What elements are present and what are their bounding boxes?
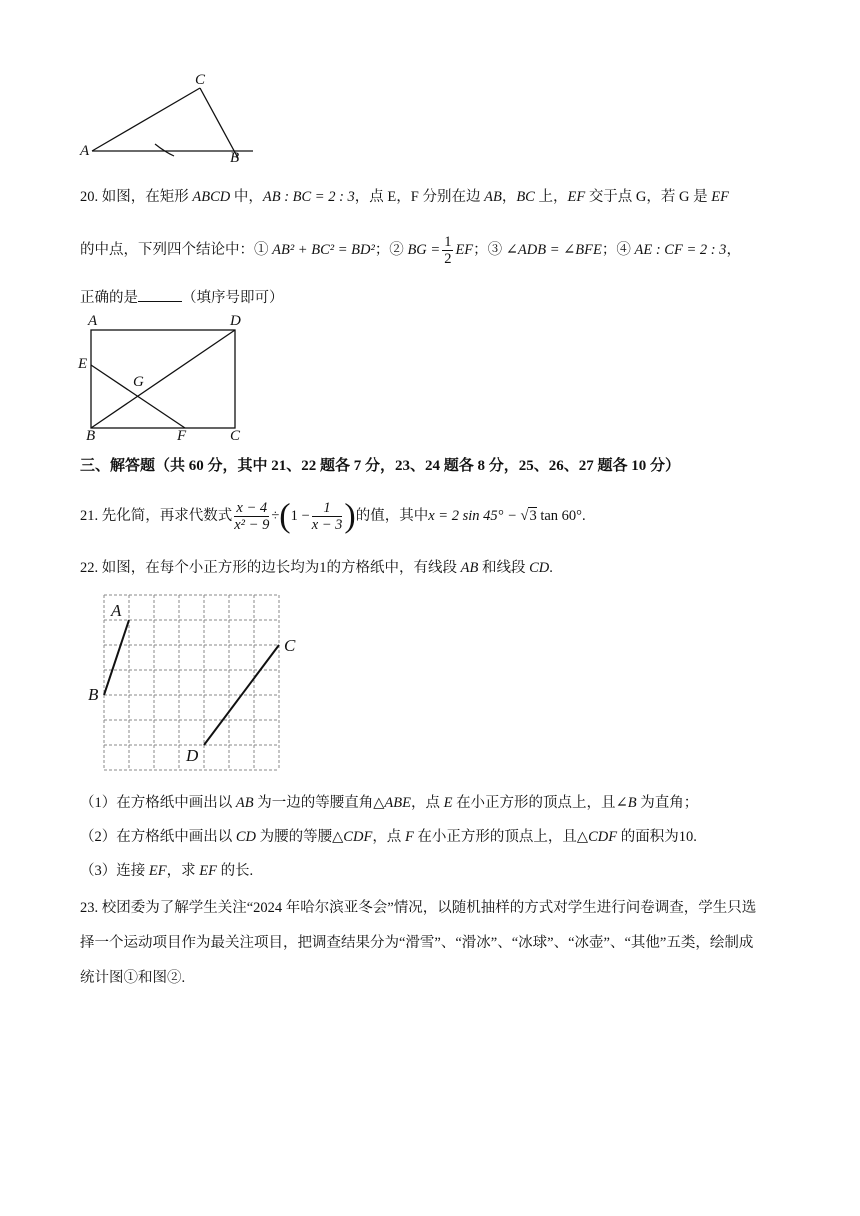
fig20-label-e: E — [78, 356, 88, 372]
fig20-label-a: A — [88, 313, 98, 329]
grid-label-c: C — [284, 636, 296, 655]
q23-line3: 统计图①和图②. — [80, 970, 186, 986]
q22-line: 22. 如图，在每个小正方形的边长均为1的方格纸中，有线段 AB 和线段 CD. — [80, 560, 553, 576]
triangle-figure — [70, 68, 270, 173]
fig20-label-g: G — [133, 374, 144, 390]
fig19-label-c: C — [195, 72, 206, 88]
q20-line3: 正确的是 （填序号即可） — [80, 287, 284, 309]
q22-part3: （3）连接 EF，求 EF 的长. — [80, 863, 254, 879]
fig20-label-c: C — [230, 428, 241, 444]
fraction-1: $\frac{x - 4}{\text{x² − 9}}$ — [234, 500, 270, 534]
q23-line1: 23. 校团委为了解学生关注“2024 年哈尔滨亚冬会”情况，以随机抽样的方式对学生进行问卷调查，学生只选 — [80, 900, 757, 916]
grid-label-b: B — [88, 685, 99, 704]
fig19-label-b: B — [230, 150, 240, 166]
q22-part1: （1）在方格纸中画出以 AB 为一边的等腰直角△ABE，点 E 在小正方形的顶点上，且∠B 为直角； — [80, 795, 699, 811]
q23-line2: 择一个运动项目作为最关注项目，把调查结果分为“滑雪”、“滑冰”、“冰球”、“冰壶”、“其他”五类，绘制成 — [80, 935, 754, 951]
answer-blank[interactable] — [138, 287, 182, 302]
fig19-label-a: A — [80, 143, 90, 159]
fraction-2: $\frac{1}{x - 3}$ — [311, 500, 343, 534]
fig20-label-b: B — [86, 428, 96, 444]
grid-label-a: A — [111, 601, 122, 620]
q22-part2: （2）在方格纸中画出以 CD 为腰的等腰△CDF，点 F 在小正方形的顶点上，且△CDF 的面积为10. — [80, 829, 697, 845]
section-heading: 三、解答题（共 60 分，其中 21、22 题各 7 分，23、24 题各 8 分，25、26、27 题各 10 分） — [80, 458, 681, 474]
fig20-label-d: D — [230, 313, 241, 329]
q20-line2: 的中点，下列四个结论中：① AB² + BC² = BD²；② BG = $\frac{1}{2}$ EF；③ ∠ADB = ∠BFE；④ AE : CF = 2 : 3， — [80, 234, 741, 268]
q20-line1: 20. 如图，在矩形 ABCD 中，AB : BC = 2 : 3，点 E，F 分别在边 AB，BC 上，EF 交于点 G，若 G 是 EF — [80, 189, 729, 205]
q21-line: 21. 先化简，再求代数式 $\frac{x - 4}{\text{x² − 9}}$ ÷(1 − $\frac{1}{x - 3}$ )的值，其中x = 2 sin 45° − √3 tan 60°. — [80, 497, 586, 535]
fraction-half: $\frac{1}{2}$ — [444, 234, 452, 268]
fig20-label-f: F — [177, 428, 187, 444]
rectangle-figure — [85, 325, 245, 435]
grid-label-d: D — [186, 746, 199, 765]
